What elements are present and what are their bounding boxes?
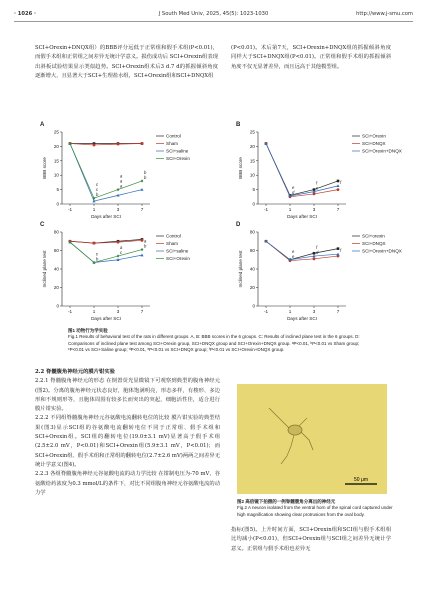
significance-letter: c [96, 182, 99, 188]
y-tick-label: 60 [249, 248, 255, 253]
figure-1-caption-title: 图1 动物行为学实验 [68, 328, 108, 333]
top-right-text: (P<0.01)。术后第7天，SCI+Orexin+DNQX组的抓握倾斜角度同样大于SCI+DNQX组(P<0.01)。正常组和假手术组的抓握倾斜角度不仅无显著差异，而且远高于其他模型组。 [231, 45, 391, 70]
significance-letter: f [340, 179, 342, 185]
journal-url[interactable]: http://www.j-smu.com [356, 11, 413, 17]
data-point [141, 254, 144, 257]
top-right-paragraph [231, 44, 391, 72]
data-point [141, 239, 144, 242]
neuron-process [301, 432, 313, 450]
running-header [14, 11, 413, 21]
x-tick-label: 1 [288, 207, 292, 212]
x-tick-label: 3 [116, 309, 120, 314]
significance-letter: f [316, 245, 318, 251]
significance-letter: a [120, 245, 123, 251]
significance-letter: a [120, 178, 123, 184]
y-tick-label: 20 [53, 285, 59, 290]
significance-letter: f [340, 248, 342, 254]
significance-letter: c [96, 251, 99, 257]
x-tick-label: 7 [140, 207, 144, 212]
header-rule [14, 21, 413, 22]
y-tick-label: 5 [56, 187, 59, 193]
data-point [117, 241, 120, 244]
data-point [93, 242, 96, 245]
data-point [337, 188, 340, 191]
significance-letter: b [144, 169, 147, 175]
panel-label: D [236, 222, 241, 228]
significance-letter: e [292, 184, 295, 190]
y-tick-label: 60 [53, 248, 59, 253]
data-point [141, 188, 144, 191]
top-left-paragraph [35, 44, 218, 81]
significance-letter: b [144, 243, 147, 249]
neuron-process [269, 408, 289, 428]
legend-label: SCI+DNQX [362, 241, 386, 247]
body-right-text: 指标(图5)。上升时间方面，SCI+Orexin组和SCI组与假手术组相比均减小(P<0.01)，但SCI+Orexin组与SCI组之间差异无统计学意义。正常组与假手术组也差异无 [231, 527, 391, 552]
y-tick-label: 20 [53, 143, 59, 149]
x-axis-label: Days after SCI [91, 316, 121, 321]
body-paragraph-2: 2.2.2 不同组脊髓腹角神经元谷氨酸电流翻转电位的比较 膜片钳实验的典型结果(图3)显示SCI组的谷氨酸电流翻转电位不同于正常组、假手术组和SCI+Orexin组。SCI组的翻转电位(19.0±3.1 mV)显著高于假手术组(2.5±2.0 mV，P<0.01)和SCI+Orexin组(5.9±3.1 mV，P<0.01)；而SCI+Orexin组、假手术组和正常组的翻转电位(2.7±2.6 mV)两两之间差异无统计学意义(图4)。 [35, 415, 220, 468]
body-paragraph-1: 2.2.1 脊髓腹角神经元的形态 在倒置荧光显微镜下可观察到典型的腹角神经元(图2)。分离的腹角神经元状态良好，胞体饱满明亮，形态多样，有梭形、多边形和不规则形等，且胞体周围有较多长而突出的突起，细胞活性佳，适合进行膜片钳实验。 [35, 378, 220, 413]
data-point [117, 188, 120, 191]
significance-letter: b [96, 192, 99, 198]
series-line [266, 144, 338, 197]
journal-citation: J South Med Univ, 2025, 45(5): 1023-1030 [158, 11, 269, 17]
neuron-micrograph [237, 384, 387, 494]
y-tick-label: 40 [53, 266, 59, 272]
y-tick-label: 10 [53, 172, 59, 178]
x-axis-label: Days after SCI [287, 214, 317, 219]
body-right-bottom [231, 526, 391, 554]
figure-1-caption-en: Fig.1 Results of behavioral test of the rats in different groups. A, B: BBB scores in the 6 groups. C: Results of inclined plane test in the 6 groups. D: Comparisons of inclined plane test among SCI+Orexin group, SCI+DNQX group and SCI+Orexin+DNQX group. ᵃP<0.01, ᵇP<0.01 vs Sham group; ᶜP<0.01 vs SCI+Saline group; ᵈP<0.01, ᵉP<0.01 vs SCI+DNQX group; ᶠP<0.01 vs SCI+Orexin+DNQX group. [68, 334, 360, 353]
legend-label: SCI+Orexin+DNQX [362, 248, 402, 254]
y-tick-label: 40 [249, 266, 255, 272]
series-line [70, 144, 142, 202]
y-tick-label: 0 [252, 303, 255, 309]
legend-label: SCI+Orexin+DNQX [362, 148, 402, 154]
y-tick-label: 15 [53, 158, 59, 164]
significance-letter: b [144, 174, 147, 180]
page-number: · 1026 · [14, 11, 36, 17]
significance-letter: c [120, 250, 123, 256]
y-tick-label: 25 [249, 129, 255, 135]
significance-letter: d [316, 250, 319, 256]
section-heading: 2.2 脊髓腹角神经元的膜片钳实验 [35, 369, 115, 375]
data-point [313, 252, 316, 255]
legend-label: SCI+saline [166, 248, 189, 254]
legend-label: SCI+orexin [362, 233, 385, 239]
data-point [141, 142, 144, 145]
data-point [117, 143, 120, 146]
y-tick-label: 80 [249, 229, 255, 235]
significance-letter: e [292, 248, 295, 254]
significance-letter: a [120, 173, 123, 179]
data-point [141, 179, 144, 182]
x-tick-label: 3 [116, 207, 120, 212]
y-tick-label: 10 [249, 172, 255, 178]
y-tick-label: 5 [252, 187, 255, 193]
x-tick-label: 1 [92, 207, 96, 212]
neuron-process [299, 418, 307, 426]
legend-label: Control [166, 233, 181, 239]
y-axis-label: BBB score [238, 157, 243, 179]
data-point [313, 257, 316, 260]
data-point [313, 193, 316, 196]
x-tick-label: 3 [312, 207, 316, 212]
legend-label: Sham [166, 141, 179, 147]
body-paragraph-3: 2.2.3 各组脊髓腹角神经元谷氨酸电流的动力学比较 在钳制电压为-70 mV，谷氨酸给药浓度为0.3 mmol/L的条件下，对比不同组腹角神经元谷氨酸电流的动力学 [35, 471, 220, 496]
x-axis-label: Days after SCI [91, 214, 121, 219]
data-point [141, 248, 144, 251]
significance-letter: f [316, 180, 318, 186]
body-left-column [35, 368, 220, 498]
significance-letter: b [96, 256, 99, 262]
figure-2-caption-title: 图2 高倍镜下拍摄的一例脊髓腹角分离出的神经元 [237, 499, 336, 504]
x-tick-label: 7 [336, 207, 340, 212]
y-tick-label: 25 [53, 129, 59, 135]
x-tick-label: 7 [336, 309, 340, 314]
x-tick-label: -1 [263, 207, 269, 212]
y-tick-label: 0 [56, 303, 59, 309]
y-tick-label: 20 [249, 143, 255, 149]
series-line [70, 144, 142, 199]
panel-label: B [236, 122, 241, 128]
series-line [266, 144, 338, 196]
panel-label: A [40, 122, 45, 128]
legend-label: Control [166, 133, 181, 139]
top-left-text: SCI+Orexin+DNQX组）的BBB评分远低于正常组和假手术组(P<0.01)，而假手术组和正常组之间差异无统计学意义。损伤成功后 SCI+Orexin组表现出斜板试验结果显示类似趋势。SCI+Orexin组术后3 d.7 d的抓握倾斜角度逐渐增大，且显著大于SCI+生理盐水组，SCI+Orexin组和SCI+DNQX组 [35, 45, 218, 79]
legend-label: SCI+Orexin [166, 156, 190, 162]
figure-2-caption [237, 499, 397, 518]
x-tick-label: -1 [67, 309, 73, 314]
legend-label: SCI+Orexin [362, 133, 386, 139]
x-tick-label: -1 [263, 309, 269, 314]
data-point [337, 180, 340, 183]
legend-label: SCI+DNQX [362, 141, 386, 147]
y-tick-label: 20 [249, 285, 255, 290]
y-tick-label: 0 [56, 201, 59, 207]
significance-letter: a [144, 238, 147, 244]
figure-1-charts [0, 116, 427, 326]
significance-letter: a [120, 183, 123, 189]
series-line [70, 242, 142, 262]
scale-bar-label: 50 μm [354, 477, 368, 483]
y-axis-label: BBB score [42, 157, 47, 179]
x-tick-label: -1 [67, 207, 73, 212]
data-point [117, 254, 120, 257]
figure-2-caption-en: Fig.2 A neuron isolated from the ventral horn of the spinal cord captured under high magnification showing clear protrusions from the oval body. [237, 505, 393, 517]
series-line [266, 144, 338, 196]
y-tick-label: 0 [252, 201, 255, 207]
y-axis-label: Inclined plane test [42, 250, 47, 288]
x-axis-label: Days after SCI [287, 316, 317, 321]
significance-letter: c [96, 187, 99, 193]
legend-label: SCI+Orexin [166, 256, 190, 262]
neuron-soma [288, 425, 302, 435]
y-axis-label: Inclined plane test [238, 250, 243, 288]
data-point [93, 144, 96, 147]
x-tick-label: 1 [288, 309, 292, 314]
x-tick-label: 7 [140, 309, 144, 314]
significance-letter: d [292, 189, 295, 195]
figure-1-caption [68, 328, 368, 354]
data-point [337, 247, 340, 250]
significance-letter: e [292, 253, 295, 259]
y-tick-label: 80 [53, 229, 59, 235]
x-tick-label: 3 [312, 309, 316, 314]
legend-label: Sham [166, 241, 179, 247]
x-tick-label: 1 [92, 309, 96, 314]
significance-letter: e [316, 185, 319, 191]
legend-label: SCI+saline [166, 148, 189, 154]
panel-label: C [40, 222, 45, 228]
series-line [70, 240, 142, 243]
y-tick-label: 15 [249, 158, 255, 164]
neuron-process [281, 435, 294, 464]
